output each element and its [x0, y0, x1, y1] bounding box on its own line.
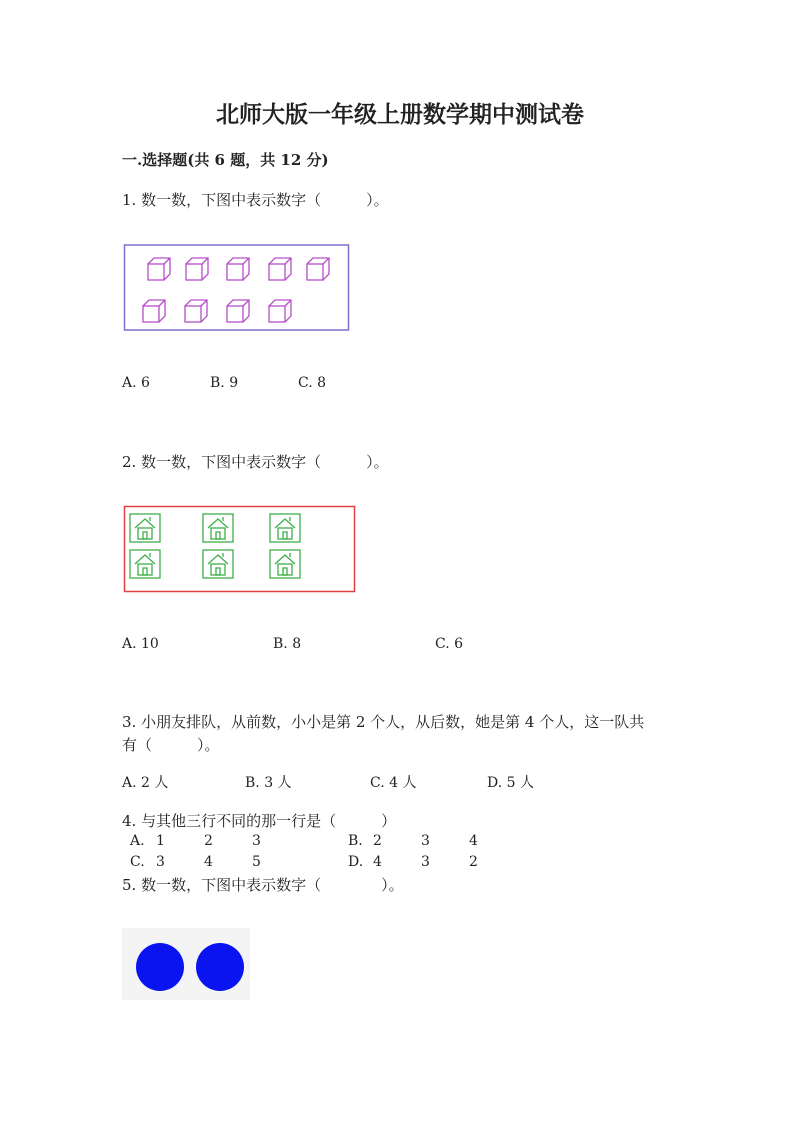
- cube-icon: [186, 258, 208, 280]
- question-4-option-b-num-1: 2: [373, 833, 382, 849]
- question-2-option-a[interactable]: A. 10: [122, 636, 159, 652]
- question-2-option-b[interactable]: B. 8: [273, 636, 302, 652]
- question-1-option-c[interactable]: C. 8: [298, 375, 327, 391]
- cube-icon: [143, 300, 165, 322]
- house-icon: [203, 550, 233, 578]
- question-4-option-d-label[interactable]: D.: [348, 854, 364, 870]
- cube-icon: [269, 258, 291, 280]
- cube-icon: [227, 300, 249, 322]
- question-5-figure: [122, 928, 250, 1000]
- page-title: 北师大版一年级上册数学期中测试卷: [216, 101, 584, 128]
- question-5-text: 5. 数一数，下图中表示数字（ ）。: [122, 876, 404, 894]
- question-1-figure: [124, 244, 350, 332]
- question-1-option-b[interactable]: B. 9: [210, 375, 239, 391]
- question-4-option-c-num-3: 5: [252, 854, 261, 870]
- question-4-text: 4. 与其他三行不同的那一行是（ ）: [122, 812, 397, 830]
- house-icon: [203, 514, 233, 542]
- house-icon: [130, 514, 160, 542]
- question-2-figure: [124, 506, 356, 593]
- question-3-option-c[interactable]: C. 4 人: [370, 775, 417, 791]
- cube-icon: [269, 300, 291, 322]
- question-4-option-c-label[interactable]: C.: [130, 854, 145, 870]
- house-icon: [270, 514, 300, 542]
- question-4-option-a-label[interactable]: A.: [130, 833, 145, 849]
- question-4-option-d-num-3: 2: [469, 854, 478, 870]
- cube-icon: [227, 258, 249, 280]
- question-4-option-c-num-1: 3: [156, 854, 165, 870]
- question-3-option-a[interactable]: A. 2 人: [122, 775, 169, 791]
- question-3-option-d[interactable]: D. 5 人: [487, 775, 534, 791]
- section-heading: 一.选择题(共 6 题，共 12 分): [122, 151, 329, 169]
- question-4-option-a-num-2: 2: [204, 833, 213, 849]
- question-4-option-d-num-2: 3: [421, 854, 430, 870]
- question-2-frame: [125, 507, 355, 592]
- question-1-text: 1. 数一数，下图中表示数字（ ）。: [122, 191, 389, 209]
- question-2-text: 2. 数一数，下图中表示数字（ ）。: [122, 453, 389, 471]
- question-3-line-1: 3. 小朋友排队，从前数，小小是第 2 个人，从后数，她是第 4 个人，这一队共: [122, 713, 645, 731]
- question-4-option-b-num-2: 3: [421, 833, 430, 849]
- blue-circle-icon: [196, 943, 244, 991]
- question-3-line-2: 有（ ）。: [122, 736, 220, 754]
- question-4-option-a-num-1: 1: [156, 833, 165, 849]
- cube-icon: [148, 258, 170, 280]
- question-4-option-c-num-2: 4: [204, 854, 213, 870]
- house-icon: [130, 550, 160, 578]
- cube-icon: [307, 258, 329, 280]
- question-2-option-c[interactable]: C. 6: [435, 636, 464, 652]
- question-4-option-b-label[interactable]: B.: [348, 833, 363, 849]
- question-4-option-d-num-1: 4: [373, 854, 382, 870]
- question-3-option-b[interactable]: B. 3 人: [245, 775, 292, 791]
- question-1-option-a[interactable]: A. 6: [122, 375, 150, 391]
- house-icon: [270, 550, 300, 578]
- question-4-option-b-num-3: 4: [469, 833, 478, 849]
- blue-circle-icon: [136, 943, 184, 991]
- question-4-option-a-num-3: 3: [252, 833, 261, 849]
- cube-icon: [185, 300, 207, 322]
